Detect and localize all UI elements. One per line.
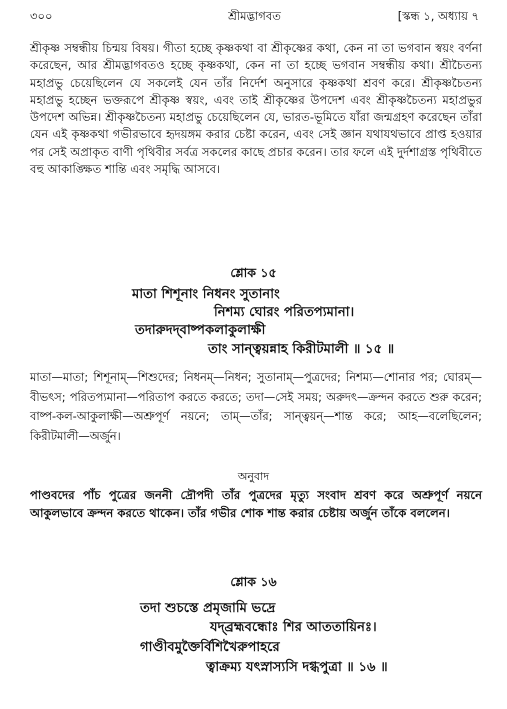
purport-paragraph: শ্রীকৃষ্ণ সম্বন্ধীয় চিন্ময় বিষয়। গীতা হচ্ছে কৃষ্ণকথা বা শ্রীকৃষ্ণের কথা, কেন না তা ভগবান স্বয়ং বর্ণনা করেছেন, আর শ্রীমদ্ভাগবতও হচ্ছে কৃষ্ণকথা, কেন না তা হচ্ছে ভগবান সম্বন্ধীয় কথা। শ্রীচৈতন্য মহাপ্রভু চেয়েছিলেন যে সকলেই যেন তাঁর নির্দেশ অনুসারে কৃষ্ণকথা শ্রবণ করে। শ্রীকৃষ্ণচৈতন্য মহাপ্রভু হচ্ছেন ভক্তরূপে শ্রীকৃষ্ণ স্বয়ং, এবং তাই শ্রীকৃষ্ণের উপদেশ এবং শ্রীকৃষ্ণচৈতন্য মহাপ্রভুর উপদেশ অভিন্ন। শ্রীকৃষ্ণচৈতন্য মহাপ্রভু চেয়েছিলেন যে, ভারত-ভূমিতে যাঁরা জন্মগ্রহণ করেছেন তাঁরা যেন এই কৃষ্ণকথা গভীরভাবে হৃদয়ঙ্গম করার চেষ্টা করেন, এবং সেই জ্ঞান যথাযথভাবে প্রাপ্ত হওয়ার পর সেই অপ্রাকৃত বাণী পৃথিবীর সর্বত্র সকলের কাছে প্রচার করেন। তার ফলে এই দুর্দশাগ্রস্ত পৃথিবীতে বহু আকাঙ্ক্ষিত শান্তি এবং সমৃদ্ধি আসবে। xyxy=(30,41,482,177)
canto-chapter: [স্কন্ধ ১, অধ্যায় ৭ xyxy=(397,9,479,23)
translation-heading: অনুবাদ xyxy=(237,470,270,483)
verse-15-line-4: তাং সান্ত্বয়ন্নাহ কিরীটমালী ॥ ১৫ ॥ xyxy=(208,342,395,357)
verse-16-line-4: ত্বাক্রম্য যৎস্নাস্যসি দগ্ধপুত্রা ॥ ১৬ ॥ xyxy=(206,660,388,675)
verse-15-line-3: তদারুদদ্‌বাষ্পকলাকুলাক্ষী xyxy=(135,323,266,338)
verse-16-line-2: যদ্‌ব্রহ্মবন্ধোঃ শির আততায়িনঃ। xyxy=(210,620,377,635)
verse-16-heading: শ্লোক ১৬ xyxy=(230,574,277,589)
verse-15-synonyms: মাতা—মাতা; শিশূনাম্—শিশুদের; নিধনম্—নিধন; সুতানাম্—পুত্রদের; নিশম্য—শোনার পর; ঘোরম্—বীভৎস; পরিতপ্যমানা—পরিতাপ করতে করতে; তদা—সেই সময়; অরুদৎ—ক্রন্দন করতে শুরু করেন; বাষ্প-কল-আকুলাক্ষী—অশ্রুপূর্ণ নয়নে; তাম্—তাঁর; সান্ত্বয়ন্—শান্ত করে; আহ—বলেছিলেন; কিরীটমালী—অর্জুন। xyxy=(30,370,482,443)
verse-16-line-1: তদা শুচস্তে প্রমৃজামি ভদ্রে xyxy=(140,601,276,616)
book-title: শ্রীমদ্ভাগবত xyxy=(228,9,281,23)
verse-16-line-3: গাণ্ডীবমুক্তৈর্বিশিখৈরুপাহরে xyxy=(140,640,280,655)
verse-15-line-1: মাতা শিশূনাং নিধনং সুতানাং xyxy=(132,287,280,302)
verse-15-heading: শ্লোক ১৫ xyxy=(230,265,277,280)
running-header xyxy=(30,8,479,26)
verse-15-line-2: নিশম্য ঘোরং পরিতপ্যমানা। xyxy=(214,305,355,320)
page-number: ৩০০ xyxy=(30,9,53,23)
verse-15-translation: পাণ্ডবদের পাঁচ পুত্রের জননী দ্রৌপদী তাঁর পুত্রদের মৃত্যু সংবাদ শ্রবণ করে অশ্রুপূর্ণ নয়নে আকুলভাবে ক্রন্দন করতে থাকেন। তাঁর গভীর শোক শান্ত করার চেষ্টায় অর্জুন তাঁকে বললেন। xyxy=(30,488,482,520)
